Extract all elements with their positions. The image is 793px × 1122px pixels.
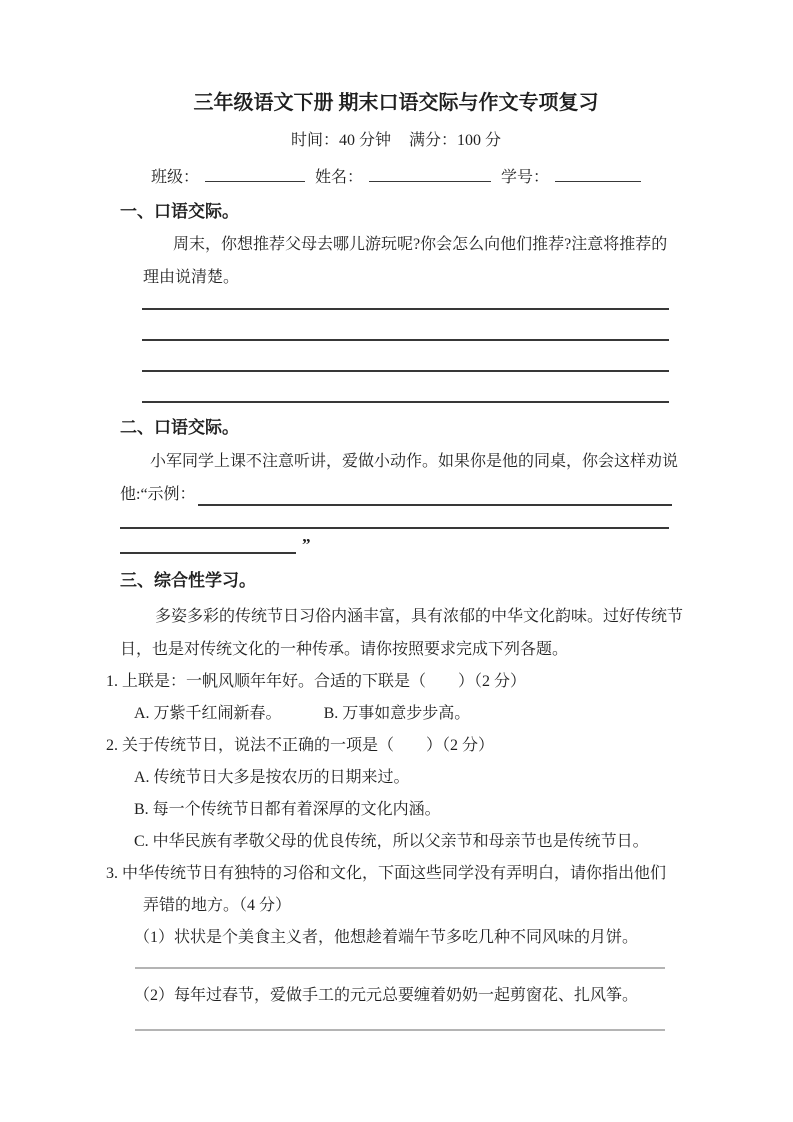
class-label: 班级： <box>150 169 199 186</box>
section-one-prompt-line-1: 周末，你想推荐父母去哪儿游玩呢?你会怎么向他们推荐?注意将推荐的 <box>173 236 668 253</box>
student-no-blank[interactable] <box>555 164 641 182</box>
answer-line[interactable] <box>142 341 669 372</box>
section-two-heading: 二、口语交际。 <box>120 418 239 437</box>
name-blank[interactable] <box>369 164 491 182</box>
q2-option-b: B. 每一个传统节日都有着深厚的文化内涵。 <box>134 801 441 818</box>
answer-line[interactable] <box>142 310 669 341</box>
time-info: 时间：40 分钟 <box>290 132 391 149</box>
section-two-prompt-line-1: 小军同学上课不注意听讲，爱做小动作。如果你是他的同桌，你会这样劝说 <box>150 453 679 470</box>
answer-line[interactable] <box>142 294 669 310</box>
answer-line-partial-row <box>120 529 672 554</box>
exam-content-column <box>106 0 684 1031</box>
class-blank[interactable] <box>205 164 305 182</box>
section-one-heading: 一、口语交际。 <box>120 202 239 221</box>
page-title: 三年级语文下册 期末口语交际与作文专项复习 <box>193 92 599 114</box>
answer-prefix: 他:“示例： <box>120 486 196 503</box>
section-three-intro-line-1: 多姿多彩的传统节日习俗内涵丰富，具有浓郁的中华文化韵味。过好传统节 <box>155 608 684 625</box>
q2-option-c: C. 中华民族有孝敬父母的优良传统，所以父亲节和母亲节也是传统节日。 <box>134 833 649 850</box>
q1-stem: 1. 上联是：一帆风顺年年好。合适的下联是（ ）（2 分） <box>106 673 527 690</box>
q1-option-b: B. 万事如意步步高。 <box>323 705 471 722</box>
section-two-answer-row <box>120 478 672 511</box>
exam-meta <box>120 130 672 152</box>
q1-option-a: A. 万紫千红闹新春。 <box>134 705 282 722</box>
inline-answer-blank[interactable] <box>198 478 672 506</box>
section-one-prompt-line-2: 理由说清楚。 <box>143 269 240 286</box>
closing-quote-mark: ” <box>302 535 311 554</box>
q1-options-row <box>134 698 672 730</box>
score-info: 满分：100 分 <box>409 132 502 149</box>
q3-sub-item-1: （1）状状是个美食主义者，他想趁着端午节多吃几种不同风味的月饼。 <box>134 929 639 946</box>
section-three-intro-line-2: 日，也是对传统文化的一种传承。请你按照要求完成下列各题。 <box>120 641 569 658</box>
q3-stem-line-2: 弄错的地方。（4 分） <box>143 897 292 914</box>
name-label: 姓名： <box>314 169 363 186</box>
section-three-heading: 三、综合性学习。 <box>120 571 256 590</box>
student-no-label: 学号： <box>501 169 550 186</box>
answer-line-gray[interactable] <box>135 954 665 969</box>
answer-line-partial[interactable] <box>120 527 296 554</box>
q3-sub-item-2: （2）每年过春节，爱做手工的元元总要缠着奶奶一起剪窗花、扎风筝。 <box>134 987 639 1004</box>
q3-stem-line-1: 3. 中华传统节日有独特的习俗和文化，下面这些同学没有弄明白，请你指出他们 <box>106 865 667 882</box>
q2-stem: 2. 关于传统节日，说法不正确的一项是（ ）（2 分） <box>106 737 495 754</box>
q2-option-a: A. 传统节日大多是按农历的日期来过。 <box>134 769 410 786</box>
answer-line[interactable] <box>142 372 669 403</box>
student-info-row <box>120 164 672 189</box>
answer-line-gray[interactable] <box>135 1012 665 1031</box>
